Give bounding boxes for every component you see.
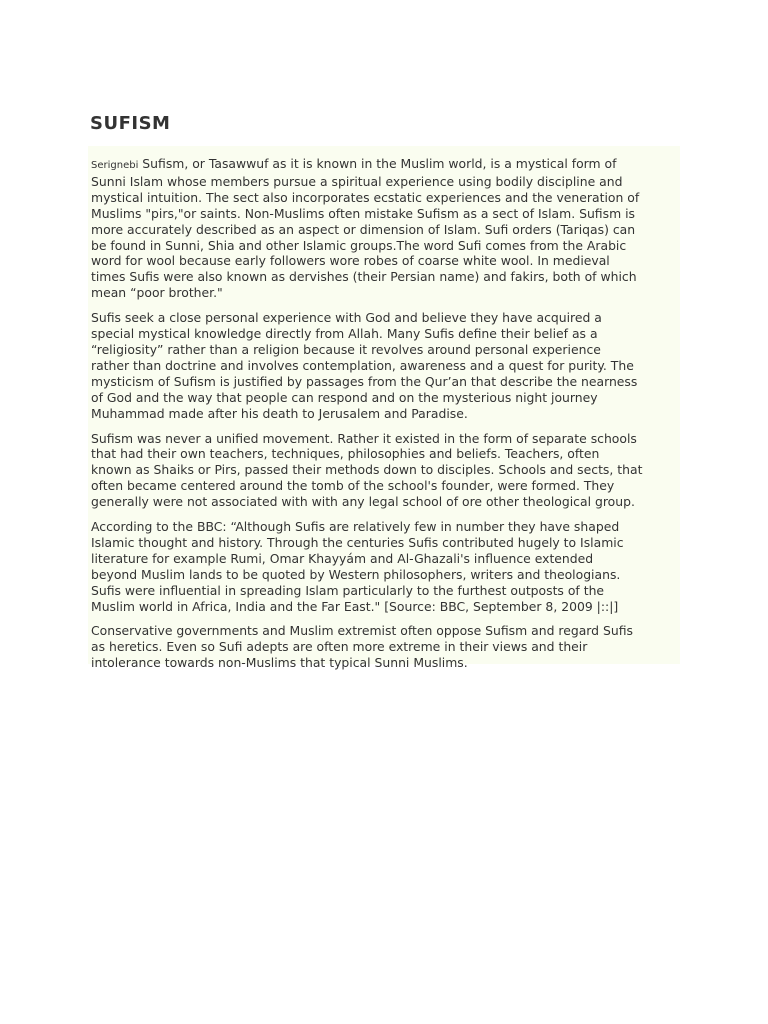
paragraph-line: often became centered around the tomb of the school's founder, were formed. They [91, 478, 615, 494]
paragraph-line: “religiosity” rather than a religion because it revolves around personal experience [91, 341, 601, 357]
paragraph-line: mystical intuition. The sect also incorporates ecstatic experiences and the veneration of [91, 189, 640, 205]
paragraph-line [91, 156, 680, 174]
paragraph-line: Sufism was never a unified movement. Rather it existed in the form of separate schools [91, 430, 637, 446]
page-title: SUFISM [90, 113, 171, 134]
paragraph-line: known as Shaiks or Pirs, passed their methods down to disciples. Schools and sects, that [91, 462, 643, 478]
paragraph-line: Sufis seek a close personal experience with God and believe they have acquired a [91, 310, 602, 326]
paragraph-line: be found in Sunni, Shia and other Islamic groups.The word Sufi comes from the Arabic [91, 237, 627, 253]
paragraph-line: of God and the way that people can respond and on the mysterious night journey [91, 389, 598, 405]
paragraph-line: Sunni Islam whose members pursue a spiritual experience using bodily discipline and [91, 173, 623, 189]
paragraph-line: mysticism of Sufism is justified by passages from the Qur’an that describe the nearness [91, 373, 638, 389]
paragraph-line: Muslims "pirs,"or saints. Non-Muslims often mistake Sufism as a sect of Islam. Sufism is [91, 205, 635, 221]
paragraph-line: beyond Muslim lands to be quoted by Western philosophers, writers and theologians. [91, 566, 621, 582]
paragraph-line: generally were not associated with with any legal school of ore other theological group. [91, 494, 635, 510]
paragraph-line: Muslim world in Africa, India and the Far East." [Source: BBC, September 8, 2009 |::|] [91, 598, 619, 614]
paragraph-line: intolerance towards non-Muslims that typical Sunni Muslims. [91, 655, 468, 671]
paragraph-line: literature for example Rumi, Omar Khayyám and Al-Ghazali's influence extended [91, 550, 594, 566]
paragraph-belief [91, 310, 680, 421]
paragraph-line: special mystical knowledge directly from Allah. Many Sufis define their belief as a [91, 326, 598, 342]
paragraph-movement [91, 431, 680, 511]
paragraph-bbc-quote [91, 519, 680, 614]
paragraph-line: times Sufis were also known as dervishes (their Persian name) and fakirs, both of which [91, 269, 637, 285]
paragraph-intro [91, 156, 680, 301]
article-body [88, 146, 680, 671]
paragraph-line: Sufis were influential in spreading Islam particularly to the furthest outposts of the [91, 582, 605, 598]
paragraph-line: rather than doctrine and involves contemplation, awareness and a quest for purity. The [91, 357, 634, 373]
paragraph-line: Conservative governments and Muslim extremist often oppose Sufism and regard Sufis [91, 623, 633, 639]
paragraph-line: mean “poor brother." [91, 285, 223, 301]
paragraph-conservative [91, 623, 680, 671]
paragraph-line: word for wool because early followers wore robes of coarse white wool. In medieval [91, 253, 610, 269]
paragraph-line: According to the BBC: “Although Sufis are relatively few in number they have shaped [91, 519, 620, 535]
author-name: Serignebi [91, 160, 139, 171]
paragraph-line: Islamic thought and history. Through the centuries Sufis contributed hugely to Islamic [91, 534, 624, 550]
paragraph-line: Muhammad made after his death to Jerusalem and Paradise. [91, 405, 468, 421]
paragraph-line: as heretics. Even so Sufi adepts are often more extreme in their views and their [91, 639, 588, 655]
paragraph-line: more accurately described as an aspect or dimension of Islam. Sufi orders (Tariqas) can [91, 221, 636, 237]
paragraph-line: that had their own teachers, techniques, philosophies and beliefs. Teachers, often [91, 446, 600, 462]
paragraph-line-text: Sufism, or Tasawwuf as it is known in the Muslim world, is a mystical form of [138, 156, 617, 171]
